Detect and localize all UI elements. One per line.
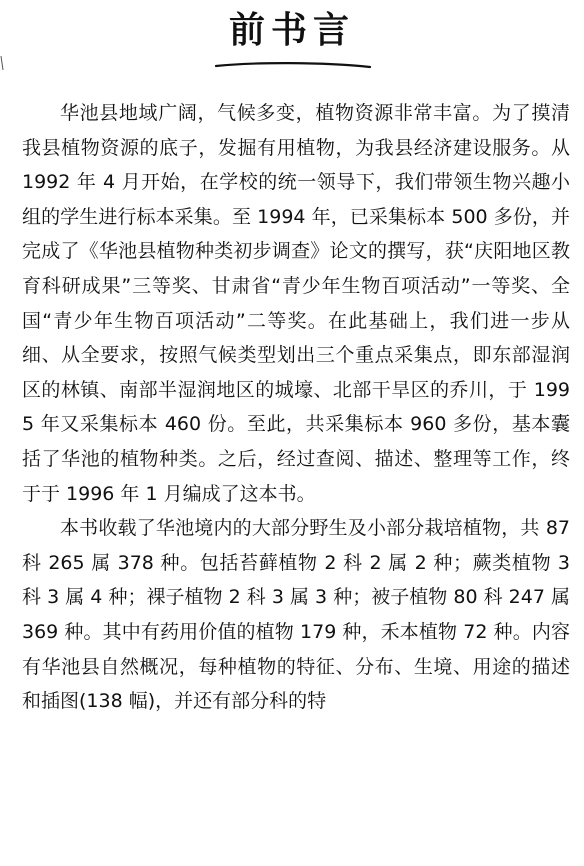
heading-flourish <box>214 60 372 70</box>
preface-heading-block <box>0 4 584 66</box>
paragraph-2: 本书收载了华池境内的大部分野生及小部分栽培植物，共 87 科 265 属 378 种。包括苔藓植物 2 科 2 属 2 种；蕨类植物 3 科 3 属 4 种；裸子植物 2 科 3 属 3 种；被子植物 80 科 247 属 369 种。其中有药用价值的植物 179 种，禾本植物 72 种。内容有华池县自然概况，每种植物的特征、分布、生境、用途的描述和插图(138 幅)，并还有部分科的特 <box>22 517 570 713</box>
paragraph-1: 华池县地域广阔，气候多变，植物资源非常丰富。为了摸清我县植物资源的底子，发掘有用植物，为我县经济建设服务。从 1992 年 4 月开始，在学校的统一领导下，我们带领生物兴趣小组的学生进行标本采集。至 1994 年，已采集标本 500 多份，并完成了《华池县植物种类初步调查》论文的撰写，获“庆阳地区教育科研成果”三等奖、甘肃省“青少年生物百项活动”一等奖、全国“青少年生物百项活动”二等奖。在此基础上，我们进一步从细、从全要求，按照气候类型划出三个重点采集点，即东部湿润区的林镇、南部半湿润地区的城壕、北部干旱区的乔川，于 1995 年又采集标本 460 份。至此，共采集标本 960 多份，基本囊括了华池的植物种类。之后，经过查阅、描述、整理等工作，终于于 1996 年 1 月编成了这本书。 <box>22 102 570 505</box>
preface-heading: 前书言 <box>228 9 355 51</box>
preface-body <box>22 96 570 719</box>
